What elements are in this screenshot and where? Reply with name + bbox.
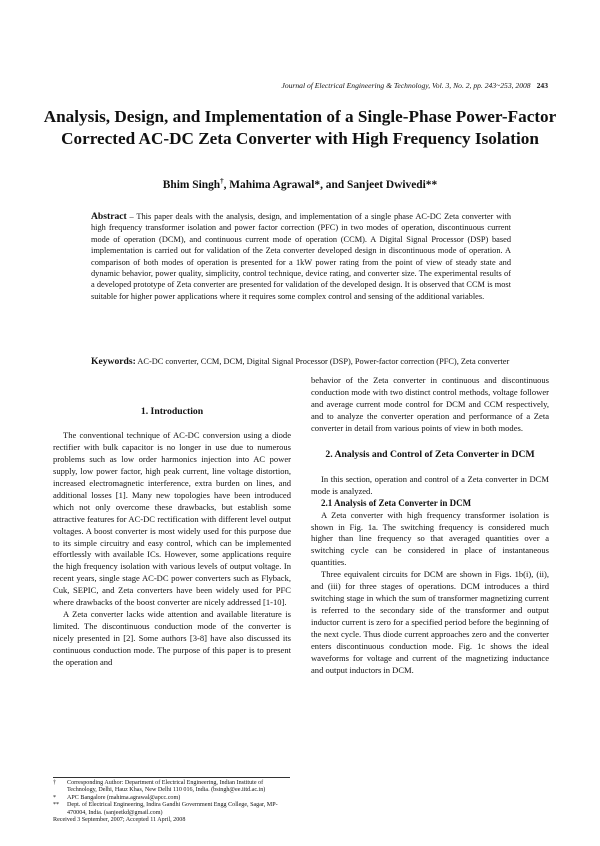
footnote-mark: * [53, 794, 57, 801]
subsection-2-1-paragraph-1: A Zeta converter with high frequency transformer isolation is shown in Fig. 1a. The switching frequency is considered much higher than line frequency so that averaged quantities over a switching cycle can be considered in place of instantaneous quantities. [311, 509, 549, 568]
footnotes [53, 780, 291, 824]
footnote-rule [53, 777, 290, 778]
abstract [91, 211, 511, 302]
keywords [91, 356, 511, 368]
footnote-mark: † [53, 780, 57, 786]
section-heading-introduction: 1. Introduction [140, 406, 204, 417]
footnote-mark: ** [53, 802, 60, 809]
running-header [281, 81, 548, 90]
abstract-label: Abstract [91, 211, 127, 222]
author-list [40, 177, 560, 191]
subsection-heading-2-1: 2.1 Analysis of Zeta Converter in DCM [321, 497, 472, 508]
intro-paragraph-1: The conventional technique of AC-DC conversion using a diode rectifier with bulk capacitor is no longer in use due to numerous problems such as low order harmonics injection into AC power supply, low power factor, high peak current, line voltage distortion, increased electromagnetic interference, extra burden on lines, and additional losses [1]. Many new topologies have been introduced which not only overcome these drawbacks, but establish some attractive features for AC-DC rectification with different level output voltages. A boost converter is most widely used for this purpose due to its simple circuitry and easy control, which can be implemented effortlessly with available ICs. However, some applications require the high frequency isolation with various levels of output voltage. In recent years, single stage AC-DC power converters such as Flyback, Cuk, SEPIC, and Zeta converters have been widely used for PFC where drawbacks of the boost converter are nicely addressed [1-10]. [53, 429, 291, 608]
left-column [53, 406, 291, 669]
journal-citation: Journal of Electrical Engineering & Technology, Vol. 3, No. 2, pp. 243~253, 2008 [281, 81, 531, 90]
footnote [53, 780, 291, 795]
right-column [311, 375, 549, 677]
paper-title [40, 106, 560, 150]
author-1: Bhim Singh [162, 178, 221, 191]
footnote [53, 802, 291, 817]
page-number: 243 [536, 81, 548, 90]
section-heading-2: 2. Analysis and Control of Zeta Converter in DCM [325, 448, 535, 460]
intro-paragraph-2: A Zeta converter lacks wide attention and available literature is limited. The discontinuous conduction mode of the converter is nicely presented in [2]. Some authors [3-8] have also discussed its continuous conduction mode. The purpose of this paper is to present the operation and [53, 609, 291, 668]
subsection-2-1-paragraph-2: Three equivalent circuits for DCM are shown in Figs. 1b(i), (ii), and (iii) for three stages of operations. DCM introduces a third switching stage in which the sum of transformer magnetizing current is referred to the secondary side of the transformer and output inductor current is zero for a specified period before the beginning of the next cycle. Thus diode current approaches zero and the converter enters discontinuous conduction mode. Fig. 1c shows the ideal waveforms for voltage and current of the magnetizing inductance and output inductors in DCM. [311, 569, 549, 675]
abstract-text: – This paper deals with the analysis, design, and implementation of a single phase AC-DC Zeta converter with high frequency transformer isolation and power factor correction (PFC) in two modes of operation, discontinuous current mode of operation (DCM), and continuous current mode of operation (CCM). A Digital Signal Processor (DSP) based implementation is carried out for validation of the Zeta converter developed design in discontinuous mode of operation. A comparison of both modes of operation is presented for a 1kW power rating from the point of view of steady state and dynamic behavior, power quality, simplicity, control technique, device rating, and converter size. The experimental results of a developed prototype of Zeta converter are presented for validation of the developed design. It is observed that CCM is most suitable for higher power applications where it requires some complex control and sensing of the additional variables. [91, 212, 511, 301]
received-date: Received 3 September, 2007; Accepted 11 April, 2008 [53, 817, 186, 824]
intro-paragraph-continued: behavior of the Zeta converter in continuous and discontinuous conduction mode with two distinct control methods, voltage follower and average current mode control for DCM and CCM respectively, and to analyze the converter operation and performance of a Zeta converter in detail from various points of view in both modes. [311, 375, 549, 433]
author-1-mark: † [220, 177, 224, 185]
section-2-paragraph: In this section, operation and control of a Zeta converter in DCM mode is analyzed. [311, 473, 549, 496]
footnote-text: APC Bangalore (mahima.agrawal@apcc.com) [67, 794, 181, 801]
keywords-label: Keywords: [91, 356, 136, 367]
title-line-1: Analysis, Design, and Implementation of a Single-Phase Power-Factor [43, 107, 557, 126]
other-authors: , Mahima Agrawal*, and Sanjeet Dwivedi** [223, 178, 438, 191]
keywords-text: AC-DC converter, CCM, DCM, Digital Signal Processor (DSP), Power-factor correction (PFC), Zeta converter [135, 357, 510, 366]
title-line-2: Corrected AC-DC Zeta Converter with High Frequency Isolation [61, 129, 539, 148]
footnote-text: Dept. of Electrical Engineering, Indira Gandhi Government Engg College, Sagar, MP-470004, India. (sanjeetkd@gmail.com) [67, 802, 278, 816]
footnote-text: Corresponding Author: Department of Electrical Engineering, Indian Institute of Technology, Delhi, Hauz Khas, New Delhi 110 016, India. (bsingh@ee.iitd.ac.in) [67, 780, 266, 794]
